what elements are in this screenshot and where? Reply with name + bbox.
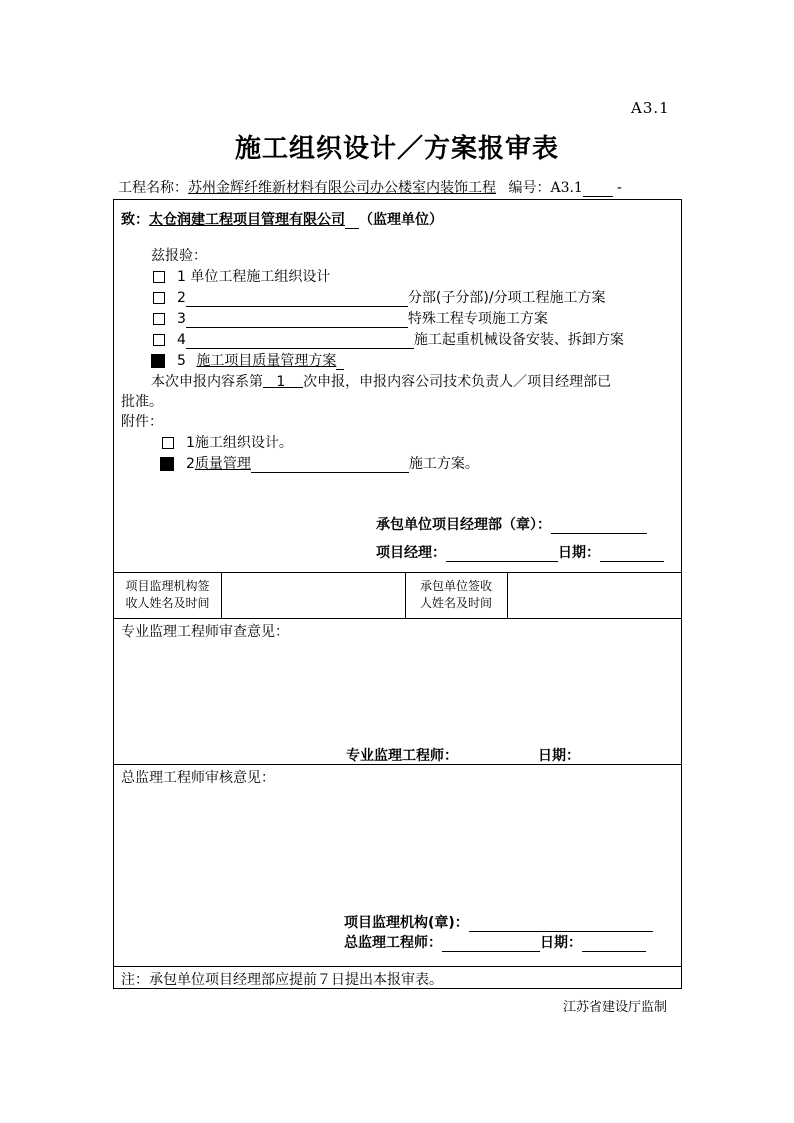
report-item-3[interactable] xyxy=(153,308,548,328)
specialist-date-blank[interactable] xyxy=(580,750,644,765)
submission-count xyxy=(263,374,303,390)
contractor-manager-sign xyxy=(376,542,664,562)
report-item-1[interactable] xyxy=(153,266,330,286)
contractor-dept-sign xyxy=(376,514,647,534)
chief-opinion-label: 总监理工程师审核意见： xyxy=(121,770,275,786)
number-label: 编号： xyxy=(508,180,551,196)
chief-date-label: 日期： xyxy=(540,935,582,951)
to-suffix: （监理单位） xyxy=(359,212,443,228)
supervisor-receipt-label-2: 收人姓名及时间 xyxy=(125,596,210,610)
attachment-item-2[interactable] xyxy=(160,453,479,473)
item-tail: 施工方案。 xyxy=(408,456,479,472)
form-code: A3.1 xyxy=(631,99,670,117)
checkbox-1[interactable] xyxy=(153,271,165,283)
item-text: 施工组织设计。 xyxy=(194,435,293,451)
divider-receipt-bottom xyxy=(113,618,682,619)
specialist-opinion-label: 专业监理工程师审查意见： xyxy=(121,624,289,640)
item-number: 2 xyxy=(186,456,195,472)
date-blank[interactable] xyxy=(600,547,664,562)
divider-note-top xyxy=(113,966,682,967)
to-line xyxy=(121,209,443,229)
supervisor-company: 太仓润建工程项目管理有限公司 xyxy=(149,212,345,228)
item-number: 1 xyxy=(186,435,195,451)
manager-label: 项目经理： xyxy=(376,545,446,561)
submission-line xyxy=(151,371,611,391)
item-blank xyxy=(336,355,344,370)
to-blank xyxy=(345,214,359,229)
contractor-receipt-label-1: 承包单位签收 xyxy=(419,579,492,593)
number-value: A3.1 xyxy=(550,180,583,196)
chief-engineer-blank[interactable] xyxy=(442,937,540,952)
item-text: 分部(子分部)/分项工程施工方案 xyxy=(407,290,606,306)
item-text: 施工起重机械设备安装、拆卸方案 xyxy=(413,332,624,348)
specialist-date-label: 日期： xyxy=(538,748,580,764)
page-title: 施工组织设计／方案报审表 xyxy=(234,134,559,164)
specialist-sign xyxy=(346,745,644,765)
item-blank xyxy=(186,313,408,328)
item-text: 单位工程施工组织设计 xyxy=(190,269,331,285)
report-intro: 兹报验： xyxy=(151,248,207,264)
chief-date-blank[interactable] xyxy=(582,937,646,952)
submission-prefix: 本次申报内容系第 xyxy=(151,374,263,390)
item-filled-text: 施工项目质量管理方案 xyxy=(196,353,337,369)
project-name-label: 工程名称： xyxy=(118,180,188,196)
contractor-receipt-label-2: 人姓名及时间 xyxy=(419,596,492,610)
checkbox-2[interactable] xyxy=(153,292,165,304)
checkbox-5-checked[interactable] xyxy=(151,354,165,368)
chief-org-blank[interactable] xyxy=(469,917,653,932)
item-filled-text: 质量管理 xyxy=(194,456,251,472)
checkbox-4[interactable] xyxy=(153,334,165,346)
submission-count-value: 1 xyxy=(276,374,286,390)
report-item-5[interactable] xyxy=(151,350,344,370)
contractor-receipt-label xyxy=(405,578,507,612)
project-line xyxy=(118,177,622,197)
form-note: 注：承包单位项目经理部应提前７日提出本报审表。 xyxy=(121,972,443,988)
specialist-engineer-label: 专业监理工程师： xyxy=(346,748,458,764)
manager-blank[interactable] xyxy=(446,547,558,562)
divider-receipt-top xyxy=(113,572,682,573)
item-blank xyxy=(186,334,414,349)
attachment-item-1[interactable] xyxy=(162,432,293,452)
item-blank xyxy=(251,458,409,473)
report-item-4[interactable] xyxy=(153,329,624,349)
item-number: 2 xyxy=(177,290,186,306)
chief-org-sign xyxy=(344,912,653,932)
chief-org-label: 项目监理机构(章)： xyxy=(344,915,469,931)
submission-suffix: 次申报，申报内容公司技术负责人／项目经理部已 xyxy=(303,374,612,390)
specialist-engineer-blank[interactable] xyxy=(458,750,538,765)
item-number: 1 xyxy=(177,269,186,285)
checkbox-3[interactable] xyxy=(153,313,165,325)
attachment-checkbox-1[interactable] xyxy=(162,437,174,449)
contractor-dept-label: 承包单位项目经理部（章）： xyxy=(376,517,551,533)
contractor-dept-blank[interactable] xyxy=(551,519,647,534)
item-number: 4 xyxy=(177,332,186,348)
issuer-footer: 江苏省建设厅监制 xyxy=(563,1000,668,1015)
item-number: 5 xyxy=(177,353,186,369)
attachment-checkbox-2-checked[interactable] xyxy=(160,457,174,471)
supervisor-receipt-label-1: 项目监理机构签 xyxy=(125,579,210,593)
item-text: 特殊工程专项施工方案 xyxy=(407,311,548,327)
divider-receipt-v3 xyxy=(507,572,508,618)
to-prefix: 致： xyxy=(121,212,149,228)
number-blank xyxy=(583,182,613,197)
chief-engineer-label: 总监理工程师： xyxy=(344,935,442,951)
item-blank xyxy=(186,292,408,307)
date-label: 日期： xyxy=(558,545,600,561)
submission-approved: 批准。 xyxy=(121,394,163,410)
attachments-label: 附件： xyxy=(121,414,163,430)
item-number: 3 xyxy=(177,311,186,327)
supervisor-receipt-label xyxy=(114,578,221,612)
chief-engineer-sign xyxy=(344,932,646,952)
report-item-2[interactable] xyxy=(153,287,606,307)
number-suffix: - xyxy=(616,180,622,196)
divider-receipt-v1 xyxy=(221,572,222,618)
project-name: 苏州金辉纤维新材料有限公司办公楼室内装饰工程 xyxy=(188,180,496,196)
